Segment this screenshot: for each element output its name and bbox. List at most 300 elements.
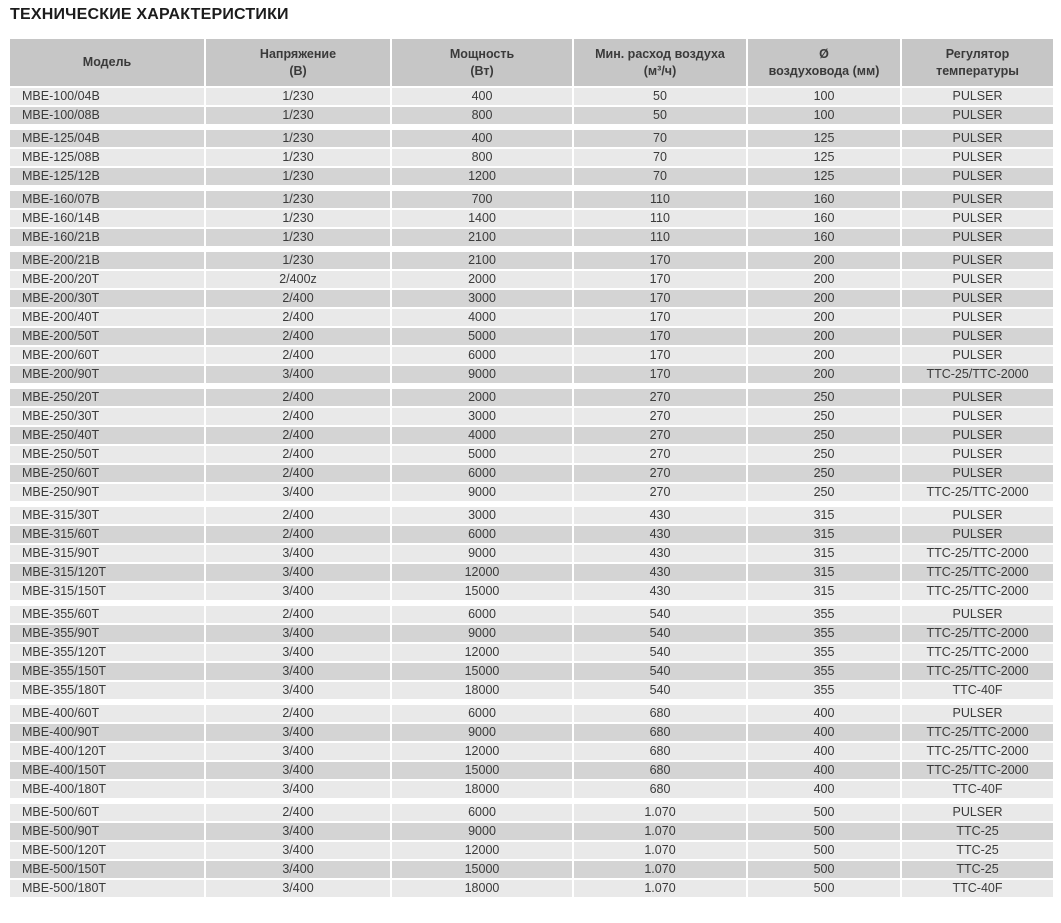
- value-cell: PULSER: [902, 290, 1053, 307]
- table-row: [10, 526, 1053, 543]
- value-cell: 125: [748, 130, 900, 147]
- value-cell: 250: [748, 427, 900, 444]
- model-cell: MBE-315/60T: [10, 526, 204, 543]
- value-cell: 2100: [392, 252, 572, 269]
- value-cell: 70: [574, 168, 746, 185]
- value-cell: 400: [748, 781, 900, 798]
- value-cell: 250: [748, 446, 900, 463]
- value-cell: 9000: [392, 545, 572, 562]
- value-cell: 5000: [392, 446, 572, 463]
- value-cell: 500: [748, 880, 900, 897]
- value-cell: 400: [392, 130, 572, 147]
- value-cell: 110: [574, 210, 746, 227]
- value-cell: 680: [574, 781, 746, 798]
- model-cell: MBE-100/04B: [10, 88, 204, 105]
- model-cell: MBE-355/180T: [10, 682, 204, 699]
- table-row: [10, 781, 1053, 798]
- model-group-MBE-315: [10, 507, 1053, 600]
- value-cell: 9000: [392, 724, 572, 741]
- table-row: [10, 88, 1053, 105]
- value-cell: PULSER: [902, 347, 1053, 364]
- column-header-line1: Напряжение: [259, 46, 337, 61]
- value-cell: 430: [574, 564, 746, 581]
- value-cell: 500: [748, 842, 900, 859]
- value-cell: 2100: [392, 229, 572, 246]
- value-cell: 400: [748, 762, 900, 779]
- model-cell: MBE-250/90T: [10, 484, 204, 501]
- value-cell: 50: [574, 88, 746, 105]
- value-cell: 4000: [392, 309, 572, 326]
- value-cell: 15000: [392, 663, 572, 680]
- table-row: [10, 408, 1053, 425]
- model-group-MBE-125: [10, 130, 1053, 185]
- value-cell: 315: [748, 583, 900, 600]
- value-cell: PULSER: [902, 705, 1053, 722]
- value-cell: TTC-25/TTC-2000: [902, 644, 1053, 661]
- model-cell: MBE-315/120T: [10, 564, 204, 581]
- model-cell: MBE-500/120T: [10, 842, 204, 859]
- table-row: [10, 545, 1053, 562]
- table-row: [10, 644, 1053, 661]
- value-cell: 110: [574, 191, 746, 208]
- value-cell: 1200: [392, 168, 572, 185]
- table-row: [10, 625, 1053, 642]
- value-cell: 3/400: [206, 743, 390, 760]
- model-cell: MBE-315/30T: [10, 507, 204, 524]
- model-cell: MBE-200/60T: [10, 347, 204, 364]
- column-header-line2: воздуховода (мм): [768, 63, 880, 78]
- value-cell: 355: [748, 606, 900, 623]
- column-header-3: [574, 39, 746, 86]
- table-row: [10, 606, 1053, 623]
- value-cell: 2/400: [206, 526, 390, 543]
- value-cell: 2000: [392, 271, 572, 288]
- table-row: [10, 823, 1053, 840]
- value-cell: 3/400: [206, 682, 390, 699]
- value-cell: TTC-25/TTC-2000: [902, 583, 1053, 600]
- column-header-line2: (м³/ч): [643, 63, 677, 78]
- value-cell: 315: [748, 545, 900, 562]
- value-cell: 170: [574, 271, 746, 288]
- value-cell: 3/400: [206, 625, 390, 642]
- model-cell: MBE-160/07B: [10, 191, 204, 208]
- value-cell: PULSER: [902, 389, 1053, 406]
- value-cell: 1/230: [206, 252, 390, 269]
- value-cell: PULSER: [902, 526, 1053, 543]
- value-cell: PULSER: [902, 446, 1053, 463]
- table-row: [10, 328, 1053, 345]
- table-row: [10, 107, 1053, 124]
- value-cell: 250: [748, 484, 900, 501]
- value-cell: 15000: [392, 583, 572, 600]
- value-cell: TTC-25: [902, 823, 1053, 840]
- value-cell: 355: [748, 663, 900, 680]
- value-cell: 18000: [392, 781, 572, 798]
- value-cell: TTC-25: [902, 861, 1053, 878]
- model-cell: MBE-400/120T: [10, 743, 204, 760]
- column-header-line1: Регулятор: [945, 46, 1010, 61]
- value-cell: 200: [748, 309, 900, 326]
- model-cell: MBE-400/150T: [10, 762, 204, 779]
- table-row: [10, 271, 1053, 288]
- value-cell: 355: [748, 644, 900, 661]
- value-cell: 1/230: [206, 107, 390, 124]
- value-cell: 3/400: [206, 564, 390, 581]
- value-cell: PULSER: [902, 271, 1053, 288]
- value-cell: 9000: [392, 484, 572, 501]
- value-cell: 1.070: [574, 880, 746, 897]
- model-group-MBE-100: [10, 88, 1053, 124]
- value-cell: 6000: [392, 465, 572, 482]
- value-cell: 3/400: [206, 545, 390, 562]
- value-cell: 5000: [392, 328, 572, 345]
- value-cell: 800: [392, 149, 572, 166]
- value-cell: 70: [574, 130, 746, 147]
- value-cell: 355: [748, 625, 900, 642]
- table-row: [10, 309, 1053, 326]
- model-group-MBE-250: [10, 389, 1053, 501]
- value-cell: TTC-25/TTC-2000: [902, 762, 1053, 779]
- value-cell: 1.070: [574, 823, 746, 840]
- spec-table: [10, 39, 1053, 897]
- model-cell: MBE-400/90T: [10, 724, 204, 741]
- value-cell: 1/230: [206, 88, 390, 105]
- value-cell: 3/400: [206, 583, 390, 600]
- model-cell: MBE-500/90T: [10, 823, 204, 840]
- model-cell: MBE-125/12B: [10, 168, 204, 185]
- value-cell: 400: [392, 88, 572, 105]
- value-cell: 1/230: [206, 210, 390, 227]
- value-cell: 160: [748, 229, 900, 246]
- value-cell: 3/400: [206, 880, 390, 897]
- table-row: [10, 191, 1053, 208]
- value-cell: 160: [748, 191, 900, 208]
- model-cell: MBE-500/180T: [10, 880, 204, 897]
- value-cell: 6000: [392, 526, 572, 543]
- column-header-1: [206, 39, 390, 86]
- value-cell: 3/400: [206, 781, 390, 798]
- value-cell: TTC-25/TTC-2000: [902, 564, 1053, 581]
- value-cell: TTC-25/TTC-2000: [902, 625, 1053, 642]
- value-cell: 270: [574, 389, 746, 406]
- value-cell: 200: [748, 271, 900, 288]
- value-cell: 12000: [392, 644, 572, 661]
- value-cell: 315: [748, 526, 900, 543]
- value-cell: 430: [574, 526, 746, 543]
- column-header-2: [392, 39, 572, 86]
- model-cell: MBE-250/60T: [10, 465, 204, 482]
- value-cell: 6000: [392, 606, 572, 623]
- value-cell: 18000: [392, 880, 572, 897]
- model-cell: MBE-400/180T: [10, 781, 204, 798]
- value-cell: 2/400: [206, 290, 390, 307]
- value-cell: 250: [748, 465, 900, 482]
- value-cell: TTC-25/TTC-2000: [902, 366, 1053, 383]
- value-cell: 700: [392, 191, 572, 208]
- table-row: [10, 705, 1053, 722]
- value-cell: 15000: [392, 861, 572, 878]
- value-cell: 500: [748, 823, 900, 840]
- value-cell: 3000: [392, 507, 572, 524]
- value-cell: 1/230: [206, 130, 390, 147]
- column-header-line1: Модель: [82, 55, 132, 69]
- model-cell: MBE-315/150T: [10, 583, 204, 600]
- value-cell: 160: [748, 210, 900, 227]
- column-header-4: [748, 39, 900, 86]
- value-cell: PULSER: [902, 168, 1053, 185]
- model-cell: MBE-355/90T: [10, 625, 204, 642]
- model-cell: MBE-500/60T: [10, 804, 204, 821]
- value-cell: 170: [574, 252, 746, 269]
- column-header-5: [902, 39, 1053, 86]
- value-cell: 3/400: [206, 724, 390, 741]
- value-cell: PULSER: [902, 408, 1053, 425]
- value-cell: 170: [574, 309, 746, 326]
- model-cell: MBE-200/30T: [10, 290, 204, 307]
- value-cell: 3/400: [206, 484, 390, 501]
- column-header-0: [10, 39, 204, 86]
- value-cell: 540: [574, 606, 746, 623]
- column-header-line1: Мощность: [449, 46, 515, 61]
- value-cell: 250: [748, 408, 900, 425]
- value-cell: 2/400: [206, 507, 390, 524]
- column-header-line1: Мин. расход воздуха: [595, 46, 725, 61]
- value-cell: TTC-25/TTC-2000: [902, 663, 1053, 680]
- value-cell: 3/400: [206, 823, 390, 840]
- table-header-row: [10, 39, 1053, 86]
- value-cell: 2/400: [206, 347, 390, 364]
- model-cell: MBE-200/40T: [10, 309, 204, 326]
- table-row: [10, 682, 1053, 699]
- value-cell: 500: [748, 861, 900, 878]
- value-cell: 400: [748, 724, 900, 741]
- value-cell: 430: [574, 583, 746, 600]
- value-cell: 315: [748, 564, 900, 581]
- value-cell: 270: [574, 427, 746, 444]
- value-cell: 2/400: [206, 309, 390, 326]
- value-cell: 6000: [392, 705, 572, 722]
- table-row: [10, 446, 1053, 463]
- value-cell: 3/400: [206, 663, 390, 680]
- value-cell: 2/400: [206, 705, 390, 722]
- value-cell: 12000: [392, 842, 572, 859]
- value-cell: 270: [574, 465, 746, 482]
- value-cell: PULSER: [902, 465, 1053, 482]
- value-cell: 200: [748, 347, 900, 364]
- value-cell: TTC-40F: [902, 880, 1053, 897]
- model-cell: MBE-200/90T: [10, 366, 204, 383]
- value-cell: 540: [574, 625, 746, 642]
- value-cell: 3/400: [206, 842, 390, 859]
- value-cell: 1/230: [206, 149, 390, 166]
- value-cell: 400: [748, 705, 900, 722]
- model-cell: MBE-200/21B: [10, 252, 204, 269]
- value-cell: 70: [574, 149, 746, 166]
- value-cell: 680: [574, 762, 746, 779]
- model-cell: MBE-200/20T: [10, 271, 204, 288]
- column-header-line2: температуры: [936, 63, 1019, 78]
- table-row: [10, 663, 1053, 680]
- value-cell: 680: [574, 724, 746, 741]
- table-row: [10, 130, 1053, 147]
- value-cell: 430: [574, 507, 746, 524]
- value-cell: 200: [748, 328, 900, 345]
- value-cell: 12000: [392, 564, 572, 581]
- value-cell: 200: [748, 252, 900, 269]
- value-cell: 3/400: [206, 861, 390, 878]
- value-cell: 3/400: [206, 644, 390, 661]
- model-cell: MBE-500/150T: [10, 861, 204, 878]
- value-cell: PULSER: [902, 328, 1053, 345]
- model-group-MBE-200: [10, 252, 1053, 383]
- value-cell: 540: [574, 663, 746, 680]
- model-cell: MBE-355/120T: [10, 644, 204, 661]
- model-cell: MBE-100/08B: [10, 107, 204, 124]
- value-cell: 2/400: [206, 804, 390, 821]
- model-cell: MBE-355/60T: [10, 606, 204, 623]
- value-cell: 2/400: [206, 408, 390, 425]
- value-cell: 1400: [392, 210, 572, 227]
- value-cell: 2/400: [206, 389, 390, 406]
- value-cell: 430: [574, 545, 746, 562]
- value-cell: 250: [748, 389, 900, 406]
- value-cell: 1.070: [574, 842, 746, 859]
- value-cell: 3000: [392, 290, 572, 307]
- value-cell: TTC-40F: [902, 682, 1053, 699]
- value-cell: 2/400: [206, 606, 390, 623]
- column-header-line2: (Вт): [470, 63, 494, 78]
- table-row: [10, 427, 1053, 444]
- value-cell: 6000: [392, 347, 572, 364]
- model-cell: MBE-400/60T: [10, 705, 204, 722]
- table-row: [10, 168, 1053, 185]
- value-cell: 3000: [392, 408, 572, 425]
- table-row: [10, 842, 1053, 859]
- model-cell: MBE-250/20T: [10, 389, 204, 406]
- table-row: [10, 583, 1053, 600]
- value-cell: PULSER: [902, 606, 1053, 623]
- value-cell: 100: [748, 107, 900, 124]
- value-cell: 15000: [392, 762, 572, 779]
- value-cell: PULSER: [902, 229, 1053, 246]
- value-cell: 1/230: [206, 191, 390, 208]
- table-row: [10, 229, 1053, 246]
- value-cell: PULSER: [902, 252, 1053, 269]
- value-cell: PULSER: [902, 507, 1053, 524]
- value-cell: 1/230: [206, 229, 390, 246]
- value-cell: 1.070: [574, 804, 746, 821]
- model-cell: MBE-125/08B: [10, 149, 204, 166]
- value-cell: 18000: [392, 682, 572, 699]
- value-cell: TTC-40F: [902, 781, 1053, 798]
- value-cell: 3/400: [206, 762, 390, 779]
- value-cell: 170: [574, 328, 746, 345]
- table-row: [10, 252, 1053, 269]
- table-row: [10, 880, 1053, 897]
- value-cell: 2000: [392, 389, 572, 406]
- value-cell: 540: [574, 644, 746, 661]
- table-row: [10, 210, 1053, 227]
- value-cell: 110: [574, 229, 746, 246]
- value-cell: 1/230: [206, 168, 390, 185]
- table-row: [10, 861, 1053, 878]
- model-cell: MBE-160/14B: [10, 210, 204, 227]
- value-cell: 500: [748, 804, 900, 821]
- table-row: [10, 149, 1053, 166]
- value-cell: 270: [574, 446, 746, 463]
- model-cell: MBE-160/21B: [10, 229, 204, 246]
- column-header-line2: (В): [289, 63, 307, 78]
- value-cell: 270: [574, 408, 746, 425]
- table-row: [10, 347, 1053, 364]
- model-cell: MBE-200/50T: [10, 328, 204, 345]
- value-cell: 100: [748, 88, 900, 105]
- value-cell: 170: [574, 366, 746, 383]
- value-cell: 2/400: [206, 427, 390, 444]
- value-cell: 2/400: [206, 465, 390, 482]
- value-cell: 2/400z: [206, 271, 390, 288]
- value-cell: PULSER: [902, 130, 1053, 147]
- value-cell: 6000: [392, 804, 572, 821]
- value-cell: PULSER: [902, 309, 1053, 326]
- value-cell: TTC-25/TTC-2000: [902, 743, 1053, 760]
- value-cell: PULSER: [902, 191, 1053, 208]
- table-row: [10, 564, 1053, 581]
- value-cell: 9000: [392, 823, 572, 840]
- page-title: ТЕХНИЧЕСКИЕ ХАРАКТЕРИСТИКИ: [10, 6, 289, 23]
- value-cell: 9000: [392, 366, 572, 383]
- model-group-MBE-160: [10, 191, 1053, 246]
- model-cell: MBE-125/04B: [10, 130, 204, 147]
- value-cell: PULSER: [902, 427, 1053, 444]
- table-row: [10, 366, 1053, 383]
- value-cell: TTC-25/TTC-2000: [902, 545, 1053, 562]
- value-cell: PULSER: [902, 210, 1053, 227]
- value-cell: 1.070: [574, 861, 746, 878]
- value-cell: 9000: [392, 625, 572, 642]
- value-cell: 50: [574, 107, 746, 124]
- value-cell: 315: [748, 507, 900, 524]
- value-cell: 400: [748, 743, 900, 760]
- value-cell: 355: [748, 682, 900, 699]
- value-cell: 680: [574, 743, 746, 760]
- table-row: [10, 743, 1053, 760]
- table-row: [10, 507, 1053, 524]
- value-cell: 200: [748, 290, 900, 307]
- table-row: [10, 484, 1053, 501]
- value-cell: 170: [574, 290, 746, 307]
- model-cell: MBE-315/90T: [10, 545, 204, 562]
- value-cell: 12000: [392, 743, 572, 760]
- value-cell: PULSER: [902, 107, 1053, 124]
- value-cell: 270: [574, 484, 746, 501]
- value-cell: PULSER: [902, 88, 1053, 105]
- value-cell: PULSER: [902, 149, 1053, 166]
- column-header-line1: Ø: [819, 46, 829, 61]
- value-cell: 170: [574, 347, 746, 364]
- model-cell: MBE-355/150T: [10, 663, 204, 680]
- model-cell: MBE-250/40T: [10, 427, 204, 444]
- model-group-MBE-355: [10, 606, 1053, 699]
- table-row: [10, 465, 1053, 482]
- value-cell: PULSER: [902, 804, 1053, 821]
- table-row: [10, 804, 1053, 821]
- value-cell: TTC-25: [902, 842, 1053, 859]
- model-cell: MBE-250/30T: [10, 408, 204, 425]
- value-cell: TTC-25/TTC-2000: [902, 484, 1053, 501]
- value-cell: TTC-25/TTC-2000: [902, 724, 1053, 741]
- value-cell: 800: [392, 107, 572, 124]
